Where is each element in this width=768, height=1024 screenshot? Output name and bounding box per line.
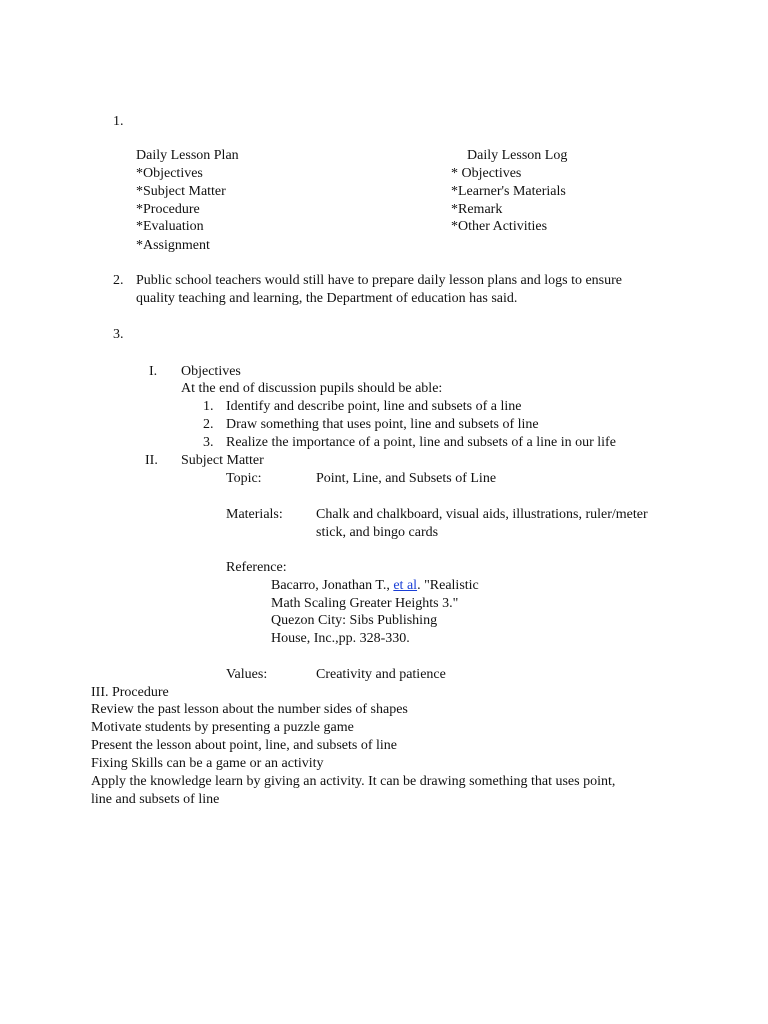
reference-line: Quezon City: Sibs Publishing — [271, 613, 438, 628]
procedure-step: Fixing Skills can be a game or an activity — [91, 756, 324, 771]
lesson-plan-heading: Daily Lesson Plan — [136, 148, 239, 163]
lesson-plan-item: *Assignment — [136, 238, 210, 253]
reference-author: Bacarro, Jonathan T., — [271, 578, 394, 593]
objective-number: 2. — [203, 417, 214, 432]
subject-matter-numeral: II. — [145, 453, 158, 468]
item-3-number: 3. — [113, 327, 124, 342]
reference-label: Reference: — [226, 560, 287, 575]
reference-title-start: . "Realistic — [417, 578, 479, 593]
reference-line: House, Inc.,pp. 328-330. — [271, 631, 410, 646]
procedure-step: line and subsets of line — [91, 792, 220, 807]
reference-line: Math Scaling Greater Heights 3." — [271, 596, 459, 611]
objective-text: Identify and describe point, line and subsets of a line — [226, 399, 522, 414]
procedure-step: Apply the knowledge learn by giving an activity. It can be drawing something that uses point, — [91, 774, 616, 789]
item-1-number: 1. — [113, 114, 124, 129]
item-2-text: Public school teachers would still have to prepare daily lesson plans and logs to ensure — [136, 273, 623, 288]
item-2-number: 2. — [113, 273, 124, 288]
procedure-step: Motivate students by presenting a puzzle game — [91, 720, 354, 735]
subject-matter-title: Subject Matter — [181, 453, 264, 468]
reference-line — [271, 577, 479, 595]
lesson-log-item: * Objectives — [451, 166, 522, 181]
materials-value: Chalk and chalkboard, visual aids, illustrations, ruler/meter — [316, 507, 648, 522]
values-label: Values: — [226, 667, 268, 682]
objectives-numeral: I. — [149, 364, 158, 379]
item-2-text: quality teaching and learning, the Department of education has said. — [136, 291, 518, 306]
lesson-plan-item: *Subject Matter — [136, 184, 226, 199]
values-value: Creativity and patience — [316, 667, 446, 682]
objective-number: 3. — [203, 435, 214, 450]
topic-label: Topic: — [226, 471, 262, 486]
topic-value: Point, Line, and Subsets of Line — [316, 471, 497, 486]
procedure-step: Review the past lesson about the number sides of shapes — [91, 702, 408, 717]
materials-value: stick, and bingo cards — [316, 525, 439, 540]
lesson-log-item: *Other Activities — [451, 219, 548, 234]
lesson-log-item: *Remark — [451, 202, 503, 217]
objectives-title: Objectives — [181, 364, 241, 379]
procedure-title: III. Procedure — [91, 685, 169, 700]
lesson-log-item: *Learner's Materials — [451, 184, 566, 199]
lesson-plan-item: *Evaluation — [136, 219, 204, 234]
objective-number: 1. — [203, 399, 214, 414]
lesson-plan-item: *Objectives — [136, 166, 203, 181]
procedure-step: Present the lesson about point, line, and subsets of line — [91, 738, 398, 753]
lesson-plan-item: *Procedure — [136, 202, 200, 217]
lesson-log-heading: Daily Lesson Log — [467, 148, 568, 163]
objective-text: Realize the importance of a point, line and subsets of a line in our life — [226, 435, 616, 450]
et-al-link[interactable]: et al — [393, 578, 418, 593]
objective-text: Draw something that uses point, line and subsets of line — [226, 417, 539, 432]
materials-label: Materials: — [226, 507, 283, 522]
objectives-intro: At the end of discussion pupils should be able: — [181, 381, 443, 396]
